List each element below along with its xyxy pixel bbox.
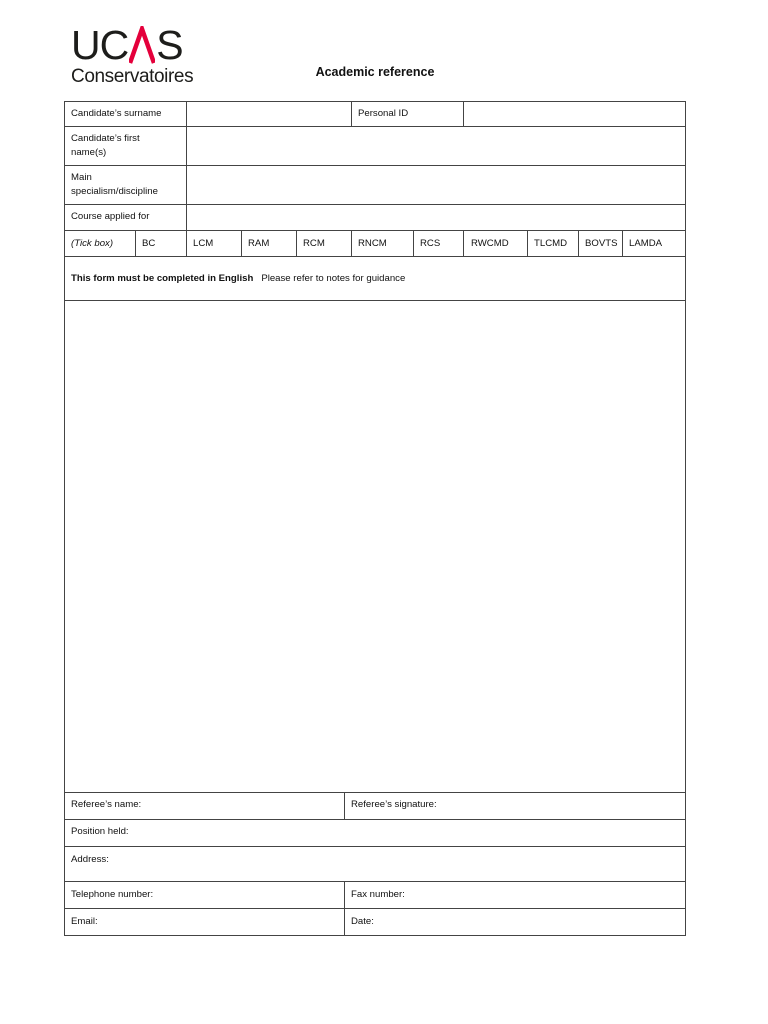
- table-rule-vertical: [463, 101, 464, 127]
- email-field[interactable]: [105, 910, 342, 934]
- table-rule: [64, 256, 686, 257]
- logo-subtext: Conservatoires: [71, 66, 194, 87]
- table-rule-vertical: [296, 230, 297, 257]
- checkbox-ram[interactable]: RAM: [248, 238, 270, 249]
- course-field[interactable]: [188, 205, 684, 229]
- referee-name-field[interactable]: [150, 794, 342, 818]
- logo-wordmark: U C S: [71, 22, 183, 68]
- logo-delta-icon: [129, 26, 155, 64]
- table-rule: [64, 819, 686, 820]
- table-rule: [64, 908, 686, 909]
- checkbox-lamda[interactable]: LAMDA: [629, 238, 663, 249]
- checkbox-tlcmd[interactable]: TLCMD: [534, 238, 568, 249]
- personal-id-label: Personal ID: [358, 108, 409, 119]
- table-rule: [64, 792, 686, 793]
- telephone-field[interactable]: [165, 883, 342, 907]
- email-label: Email:: [71, 916, 98, 927]
- table-rule: [64, 846, 686, 847]
- table-rule-vertical: [578, 230, 579, 257]
- table-rule-vertical: [351, 230, 352, 257]
- table-border-left: [64, 101, 65, 936]
- table-rule: [64, 881, 686, 882]
- table-rule-vertical: [463, 230, 464, 257]
- table-rule-vertical: [186, 230, 187, 257]
- table-rule-vertical: [344, 792, 345, 820]
- course-label: Course applied for: [71, 211, 150, 222]
- position-label: Position held:: [71, 826, 129, 837]
- page-title: Academic reference: [315, 65, 435, 79]
- address-field[interactable]: [115, 848, 683, 880]
- checkbox-bc[interactable]: BC: [142, 238, 156, 249]
- referee-signature-field[interactable]: [445, 794, 683, 818]
- instructions-bold: This form must be completed in English: [71, 273, 254, 284]
- telephone-label: Telephone number:: [71, 889, 154, 900]
- checkbox-bovts[interactable]: BOVTS: [585, 238, 618, 249]
- table-rule-vertical: [135, 230, 136, 257]
- checkbox-rcm[interactable]: RCM: [303, 238, 325, 249]
- table-rule-vertical: [413, 230, 414, 257]
- checkbox-rwcmd[interactable]: RWCMD: [471, 238, 509, 249]
- instructions-text: [71, 272, 405, 286]
- checkbox-lcm[interactable]: LCM: [193, 238, 214, 249]
- specialism-label: Main specialism/discipline: [71, 172, 158, 197]
- table-rule: [64, 230, 686, 231]
- surname-field[interactable]: [188, 102, 350, 126]
- specialism-field[interactable]: [188, 166, 684, 203]
- fax-label: Fax number:: [351, 889, 405, 900]
- instructions-guidance: Please refer to notes for guidance: [261, 273, 406, 284]
- table-rule-vertical: [527, 230, 528, 257]
- table-rule-vertical: [622, 230, 623, 257]
- position-field[interactable]: [140, 821, 683, 845]
- first-names-field[interactable]: [188, 127, 684, 164]
- table-rule: [64, 300, 686, 301]
- ucas-conservatoires-logo: [71, 22, 196, 90]
- table-border-right: [685, 101, 686, 936]
- reference-text-area[interactable]: [66, 302, 684, 791]
- referee-signature-label: Referee’s signature:: [351, 799, 437, 810]
- referee-name-label: Referee’s name:: [71, 799, 142, 810]
- fax-field[interactable]: [412, 883, 683, 907]
- table-rule-vertical: [344, 881, 345, 936]
- table-rule-vertical: [186, 101, 187, 231]
- table-rule-vertical: [351, 101, 352, 127]
- tick-box-label: (Tick box): [71, 238, 114, 249]
- date-label: Date:: [351, 916, 374, 927]
- personal-id-field[interactable]: [465, 102, 684, 126]
- surname-label: Candidate’s surname: [71, 108, 162, 119]
- table-rule-vertical: [241, 230, 242, 257]
- checkbox-rcs[interactable]: RCS: [420, 238, 441, 249]
- checkbox-rncm[interactable]: RNCM: [358, 238, 387, 249]
- date-field[interactable]: [380, 910, 683, 934]
- first-names-label: Candidate’s first name(s): [71, 133, 140, 158]
- table-border-bottom: [64, 935, 686, 936]
- address-label: Address:: [71, 854, 109, 865]
